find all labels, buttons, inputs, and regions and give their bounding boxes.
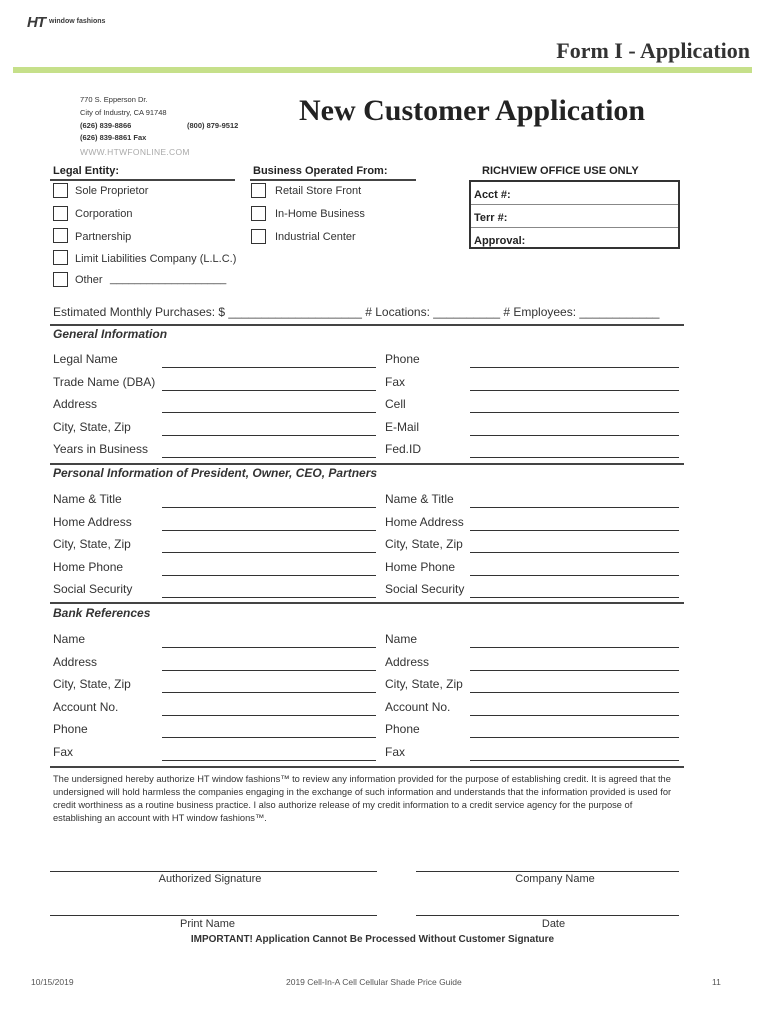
field-label: E-Mail xyxy=(385,419,420,434)
field-input-line[interactable] xyxy=(470,457,679,458)
authorized-signature-line[interactable] xyxy=(50,871,377,872)
field-input-line[interactable] xyxy=(162,737,376,738)
approval-field[interactable]: Approval: xyxy=(474,235,526,247)
field-label: City, State, Zip xyxy=(53,537,131,552)
business-operated-underline xyxy=(250,179,416,181)
company-name-line[interactable] xyxy=(416,871,679,872)
form-title: Form I - Application xyxy=(556,38,750,63)
option-label: Corporation xyxy=(75,208,133,220)
section-divider xyxy=(50,463,684,465)
field-label: Home Address xyxy=(385,514,464,529)
field-input-line[interactable] xyxy=(470,367,679,368)
company-fax: (626) 839-8861 Fax xyxy=(80,133,147,142)
field-input-line[interactable] xyxy=(470,692,679,693)
section-divider xyxy=(50,602,684,604)
field-input-line[interactable] xyxy=(470,575,679,576)
option-label: Partnership xyxy=(75,231,132,243)
field-input-line[interactable] xyxy=(162,670,376,671)
section-divider xyxy=(50,766,684,768)
field-label: Home Address xyxy=(53,514,132,529)
field-input-line[interactable] xyxy=(162,367,376,368)
field-input-line[interactable] xyxy=(470,552,679,553)
checkbox-partnership[interactable] xyxy=(53,228,68,243)
field-input-line[interactable] xyxy=(162,435,376,436)
field-input-line[interactable] xyxy=(162,760,376,761)
field-label: Fax xyxy=(53,745,74,759)
field-label: Address xyxy=(53,654,98,669)
office-use-box xyxy=(469,180,680,249)
authorization-text: The undersigned hereby authorize HT window fashions™ to review any information provided for the purpose of establishing credit. It is agreed that the undersigned will hold harmless the companies engaging in the exchange of such information and understands that the information provided is used for credit worthiness as a routine business practice. I also authorize release of my credit information to a credit service agency for the purpose of establishing an account with HT window fashions™. xyxy=(53,774,672,823)
section-title-general: General Information xyxy=(53,327,168,341)
section-title-bank: Bank References xyxy=(53,606,151,620)
company-toll-free: (800) 879-9512 xyxy=(187,121,239,130)
field-input-line[interactable] xyxy=(470,412,679,413)
field-input-line[interactable] xyxy=(162,715,376,716)
field-label: Legal Name xyxy=(53,352,118,366)
field-label: Fed.ID xyxy=(385,442,422,457)
office-use-heading: RICHVIEW OFFICE USE ONLY xyxy=(482,165,639,177)
logo-text: window fashions xyxy=(49,18,106,25)
print-name-label: Print Name xyxy=(179,918,236,930)
terr-field[interactable]: Terr #: xyxy=(471,205,678,228)
field-input-line[interactable] xyxy=(162,412,376,413)
field-input-line[interactable] xyxy=(470,435,679,436)
field-label: City, State, Zip xyxy=(385,677,463,692)
field-input-line[interactable] xyxy=(470,715,679,716)
field-label: City, State, Zip xyxy=(53,419,131,434)
field-input-line[interactable] xyxy=(162,552,376,553)
field-label: Account No. xyxy=(53,699,119,714)
option-label: Other xyxy=(75,274,103,286)
footer-page-number: 11 xyxy=(712,977,721,987)
estimates-line[interactable]: Estimated Monthly Purchases: $ ____________________ # Locations: __________ # Employees: ____________ xyxy=(53,305,660,319)
field-label: Fax xyxy=(385,374,406,389)
checkbox-llc[interactable] xyxy=(53,250,68,265)
option-label: Industrial Center xyxy=(275,231,356,243)
field-label: Name & Title xyxy=(385,492,454,506)
field-label: Years in Business xyxy=(53,442,148,457)
field-label: Fax xyxy=(385,745,406,759)
field-label: Name & Title xyxy=(53,492,122,506)
page-title: New Customer Application xyxy=(299,94,646,127)
field-label: Home Phone xyxy=(53,559,124,574)
field-input-line[interactable] xyxy=(162,597,376,598)
checkbox-other[interactable] xyxy=(53,272,68,287)
field-input-line[interactable] xyxy=(470,647,679,648)
field-label: Trade Name (DBA) xyxy=(53,374,156,389)
legal-entity-heading: Legal Entity: xyxy=(53,165,120,177)
date-label: Date xyxy=(541,918,566,930)
authorized-signature-label: Authorized Signature xyxy=(158,873,262,885)
other-blank[interactable]: ___________________ xyxy=(110,273,227,285)
checkbox-in-home[interactable] xyxy=(251,206,266,221)
option-label: Retail Store Front xyxy=(275,185,362,197)
field-label: City, State, Zip xyxy=(385,537,463,552)
field-input-line[interactable] xyxy=(470,507,679,508)
checkbox-retail-store[interactable] xyxy=(251,183,266,198)
section-divider xyxy=(50,324,684,326)
checkbox-industrial-center[interactable] xyxy=(251,229,266,244)
checkbox-corporation[interactable] xyxy=(53,206,68,221)
field-input-line[interactable] xyxy=(470,737,679,738)
field-label: Address xyxy=(385,654,430,669)
field-label: Phone xyxy=(385,352,420,366)
acct-field[interactable]: Acct #: xyxy=(471,182,678,205)
field-input-line[interactable] xyxy=(162,575,376,576)
option-label: Limit Liabilities Company (L.L.C.) xyxy=(75,253,237,265)
section-title-personal: Personal Information of President, Owner, CEO, Partners xyxy=(53,466,378,480)
field-input-line[interactable] xyxy=(162,692,376,693)
option-label: In-Home Business xyxy=(275,208,365,220)
company-city: City of Industry, CA 91748 xyxy=(80,108,167,117)
field-input-line[interactable] xyxy=(162,457,376,458)
company-name-label: Company Name xyxy=(515,873,595,885)
field-label: Social Security xyxy=(53,582,133,597)
logo-mark: HT xyxy=(27,14,45,31)
field-input-line[interactable] xyxy=(162,647,376,648)
field-input-line[interactable] xyxy=(470,597,679,598)
footer-date: 10/15/2019 xyxy=(31,977,74,987)
company-website: WWW.HTWFONLINE.COM xyxy=(80,147,190,157)
field-label: City, State, Zip xyxy=(53,677,131,692)
business-operated-heading: Business Operated From: xyxy=(253,165,388,177)
field-label: Phone xyxy=(385,722,420,737)
field-input-line[interactable] xyxy=(470,670,679,671)
field-label: Name xyxy=(385,632,418,646)
field-input-line[interactable] xyxy=(470,530,679,531)
field-label: Cell xyxy=(385,397,406,412)
checkbox-sole-proprietor[interactable] xyxy=(53,183,68,198)
field-label: Address xyxy=(53,397,98,412)
important-notice: IMPORTANT! Application Cannot Be Processed Without Customer Signature xyxy=(190,934,555,945)
field-label: Name xyxy=(53,632,86,646)
print-name-line[interactable] xyxy=(50,915,377,916)
field-label: Account No. xyxy=(385,699,451,714)
field-input-line[interactable] xyxy=(162,390,376,391)
header-divider xyxy=(13,67,752,73)
field-input-line[interactable] xyxy=(162,507,376,508)
field-input-line[interactable] xyxy=(470,390,679,391)
field-input-line[interactable] xyxy=(162,530,376,531)
company-phone: (626) 839-8866 xyxy=(80,121,132,130)
field-input-line[interactable] xyxy=(470,760,679,761)
option-label: Sole Proprietor xyxy=(75,185,149,197)
company-logo xyxy=(27,14,117,30)
company-street: 770 S. Epperson Dr. xyxy=(80,95,148,104)
footer-guide-title: 2019 Cell-In-A Cell Cellular Shade Price Guide xyxy=(286,977,462,987)
field-label: Social Security xyxy=(385,582,465,597)
date-line[interactable] xyxy=(416,915,679,916)
field-label: Home Phone xyxy=(385,559,456,574)
legal-entity-underline xyxy=(50,179,235,181)
field-label: Phone xyxy=(53,722,88,737)
